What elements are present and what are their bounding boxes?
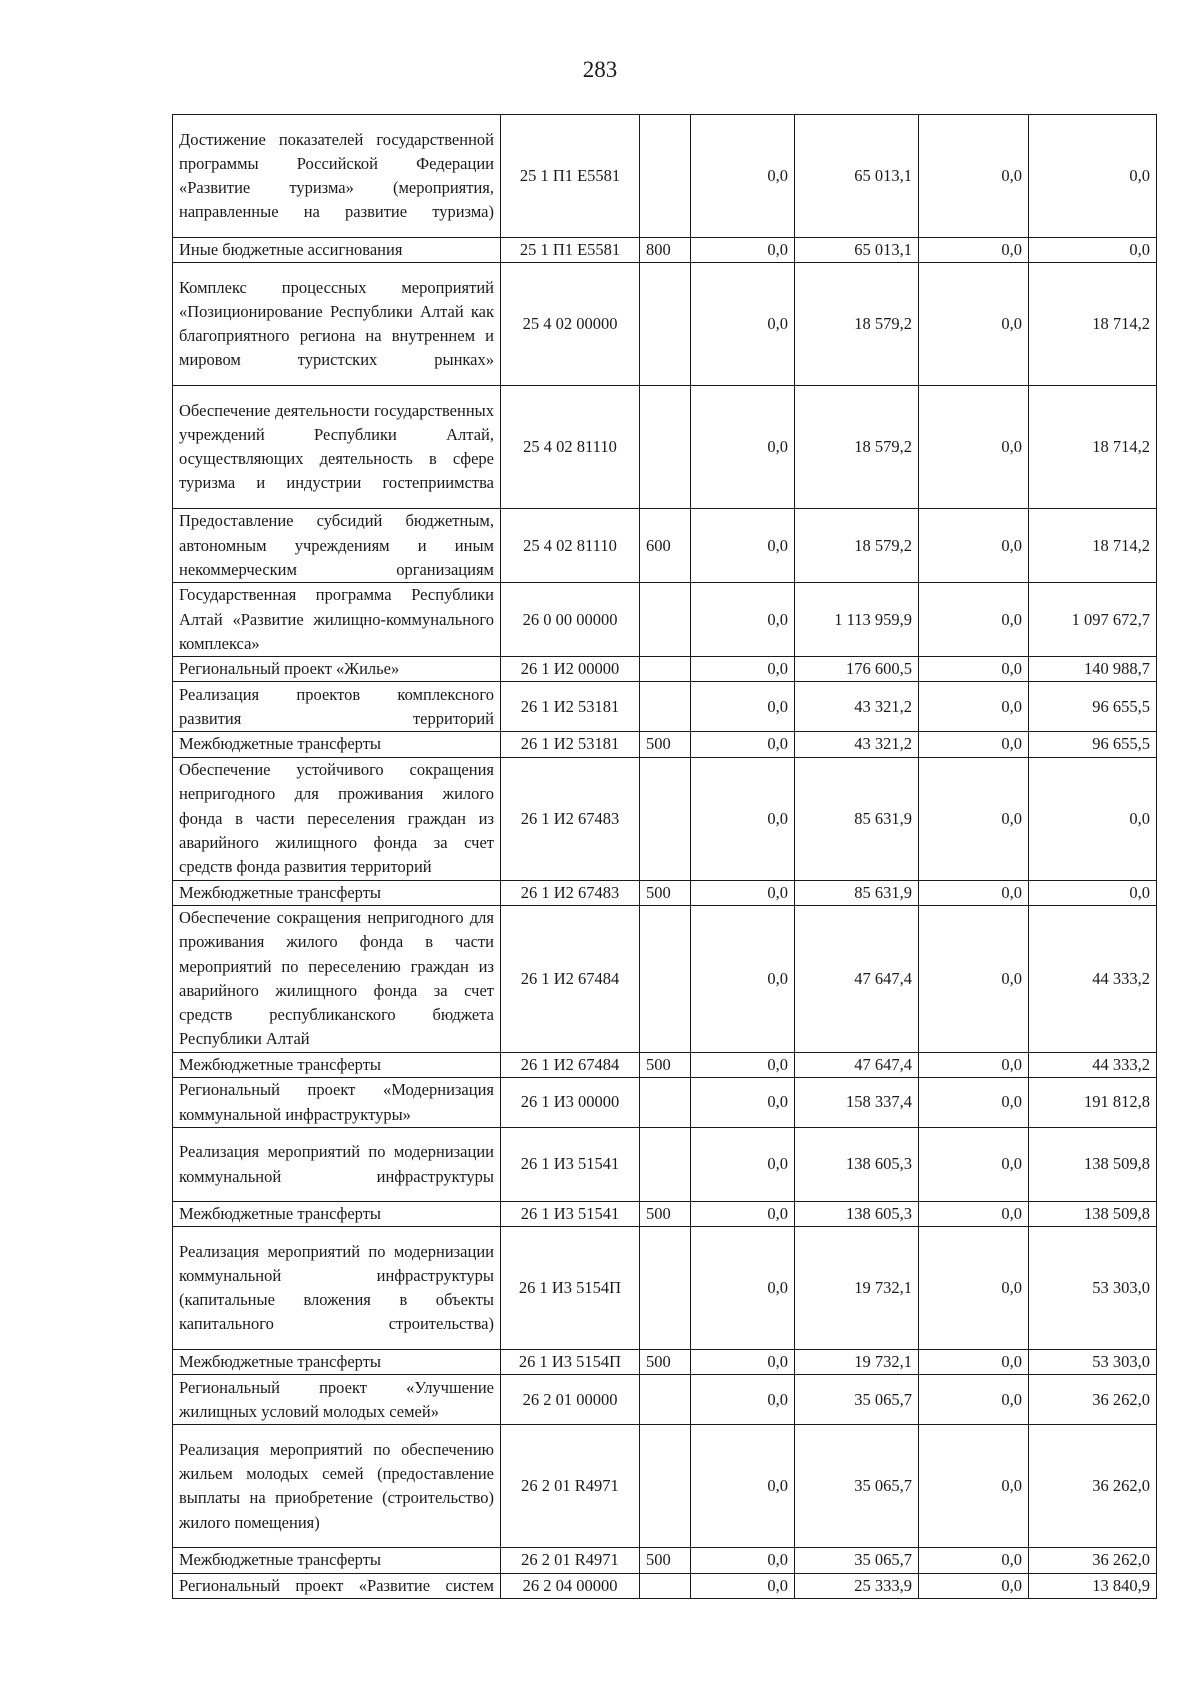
value-col-4: 53 303,0 <box>1029 1350 1157 1375</box>
page-number: 283 <box>582 57 618 82</box>
value-col-4: 138 509,8 <box>1029 1128 1157 1202</box>
expense-type <box>640 1128 691 1202</box>
table-row <box>173 509 1157 583</box>
value-col-2: 158 337,4 <box>795 1078 919 1128</box>
value-col-2: 65 013,1 <box>795 115 919 238</box>
target-code: 26 1 И2 67483 <box>501 880 640 905</box>
table-row <box>173 386 1157 509</box>
value-col-3: 0,0 <box>919 1078 1029 1128</box>
expense-type <box>640 386 691 509</box>
value-col-4: 36 262,0 <box>1029 1548 1157 1573</box>
row-name: Реализация мероприятий по обеспечению жильем молодых семей (предоставление выплаты на приобретение (строительство) жилого помещения) <box>173 1425 501 1548</box>
row-name: Межбюджетные трансферты <box>173 1202 501 1227</box>
value-col-1: 0,0 <box>691 1350 795 1375</box>
value-col-3: 0,0 <box>919 1202 1029 1227</box>
target-code: 26 0 00 00000 <box>501 583 640 657</box>
value-col-2: 47 647,4 <box>795 905 919 1052</box>
expense-type: 500 <box>640 1202 691 1227</box>
table-row <box>173 1350 1157 1375</box>
table-row <box>173 583 1157 657</box>
value-col-4: 36 262,0 <box>1029 1425 1157 1548</box>
target-code: 25 4 02 81110 <box>501 509 640 583</box>
target-code: 26 2 01 00000 <box>501 1375 640 1425</box>
row-name: Иные бюджетные ассигнования <box>173 238 501 263</box>
table-row <box>173 115 1157 238</box>
value-col-4: 18 714,2 <box>1029 509 1157 583</box>
value-col-1: 0,0 <box>691 880 795 905</box>
value-col-2: 18 579,2 <box>795 386 919 509</box>
value-col-4: 138 509,8 <box>1029 1202 1157 1227</box>
table-row <box>173 682 1157 732</box>
value-col-2: 19 732,1 <box>795 1227 919 1350</box>
value-col-4: 53 303,0 <box>1029 1227 1157 1350</box>
value-col-4: 18 714,2 <box>1029 386 1157 509</box>
value-col-4: 0,0 <box>1029 238 1157 263</box>
row-name: Реализация мероприятий по модернизации коммунальной инфраструктуры <box>173 1128 501 1202</box>
value-col-3: 0,0 <box>919 1227 1029 1350</box>
value-col-3: 0,0 <box>919 1375 1029 1425</box>
expense-type <box>640 583 691 657</box>
row-name: Региональный проект «Улучшение жилищных условий молодых семей» <box>173 1375 501 1425</box>
value-col-3: 0,0 <box>919 1052 1029 1077</box>
value-col-1: 0,0 <box>691 1375 795 1425</box>
row-name: Межбюджетные трансферты <box>173 1052 501 1077</box>
value-col-1: 0,0 <box>691 1078 795 1128</box>
row-name: Межбюджетные трансферты <box>173 1548 501 1573</box>
value-col-1: 0,0 <box>691 1573 795 1598</box>
value-col-2: 138 605,3 <box>795 1128 919 1202</box>
value-col-2: 35 065,7 <box>795 1548 919 1573</box>
value-col-2: 43 321,2 <box>795 682 919 732</box>
value-col-4: 0,0 <box>1029 880 1157 905</box>
value-col-3: 0,0 <box>919 509 1029 583</box>
row-name: Реализация мероприятий по модернизации коммунальной инфраструктуры (капитальные вложения в объекты капитального строительства) <box>173 1227 501 1350</box>
table-row <box>173 1548 1157 1573</box>
expense-type <box>640 1227 691 1350</box>
row-name: Межбюджетные трансферты <box>173 880 501 905</box>
value-col-3: 0,0 <box>919 238 1029 263</box>
table-row <box>173 880 1157 905</box>
table-row <box>173 1202 1157 1227</box>
value-col-1: 0,0 <box>691 386 795 509</box>
value-col-2: 18 579,2 <box>795 263 919 386</box>
value-col-1: 0,0 <box>691 1227 795 1350</box>
value-col-4: 0,0 <box>1029 115 1157 238</box>
value-col-4: 140 988,7 <box>1029 657 1157 682</box>
value-col-1: 0,0 <box>691 263 795 386</box>
value-col-1: 0,0 <box>691 682 795 732</box>
table-row <box>173 1052 1157 1077</box>
value-col-1: 0,0 <box>691 1425 795 1548</box>
table-row <box>173 1128 1157 1202</box>
target-code: 25 4 02 00000 <box>501 263 640 386</box>
value-col-4: 0,0 <box>1029 757 1157 880</box>
table-row <box>173 1425 1157 1548</box>
table-row <box>173 238 1157 263</box>
target-code: 26 1 И2 67483 <box>501 757 640 880</box>
value-col-4: 96 655,5 <box>1029 732 1157 757</box>
target-code: 25 1 П1 Е5581 <box>501 115 640 238</box>
expense-type <box>640 1425 691 1548</box>
expense-type <box>640 757 691 880</box>
value-col-2: 1 113 959,9 <box>795 583 919 657</box>
value-col-2: 18 579,2 <box>795 509 919 583</box>
value-col-4: 44 333,2 <box>1029 905 1157 1052</box>
row-name: Обеспечение устойчивого сокращения непригодного для проживания жилого фонда в части переселения граждан из аварийного жилищного фонда за счет средств фонда развития территорий <box>173 757 501 880</box>
expense-type <box>640 682 691 732</box>
target-code: 26 1 И3 5154П <box>501 1350 640 1375</box>
value-col-4: 1 097 672,7 <box>1029 583 1157 657</box>
table-row <box>173 657 1157 682</box>
expense-type <box>640 657 691 682</box>
row-name: Обеспечение сокращения непригодного для проживания жилого фонда в части мероприятий по переселению граждан из аварийного жилищного фонда за счет средств республиканского бюджета Республики Алтай <box>173 905 501 1052</box>
value-col-3: 0,0 <box>919 115 1029 238</box>
value-col-1: 0,0 <box>691 732 795 757</box>
value-col-3: 0,0 <box>919 583 1029 657</box>
expense-type: 600 <box>640 509 691 583</box>
value-col-3: 0,0 <box>919 657 1029 682</box>
target-code: 26 1 И2 00000 <box>501 657 640 682</box>
row-name: Достижение показателей государственной программы Российской Федерации «Развитие туризма» (мероприятия, направленные на развитие туризма) <box>173 115 501 238</box>
value-col-3: 0,0 <box>919 1425 1029 1548</box>
table-row <box>173 1078 1157 1128</box>
value-col-3: 0,0 <box>919 757 1029 880</box>
value-col-3: 0,0 <box>919 905 1029 1052</box>
target-code: 26 1 И2 67484 <box>501 905 640 1052</box>
table-row <box>173 757 1157 880</box>
expense-type <box>640 115 691 238</box>
value-col-1: 0,0 <box>691 1202 795 1227</box>
row-name: Региональный проект «Модернизация коммунальной инфраструктуры» <box>173 1078 501 1128</box>
value-col-2: 35 065,7 <box>795 1425 919 1548</box>
expense-type: 800 <box>640 238 691 263</box>
value-col-3: 0,0 <box>919 386 1029 509</box>
value-col-4: 44 333,2 <box>1029 1052 1157 1077</box>
value-col-1: 0,0 <box>691 905 795 1052</box>
row-name: Комплекс процессных мероприятий «Позиционирование Республики Алтай как благоприятного региона на внутреннем и мировом туристских рынках» <box>173 263 501 386</box>
value-col-2: 138 605,3 <box>795 1202 919 1227</box>
expense-type <box>640 1078 691 1128</box>
value-col-2: 25 333,9 <box>795 1573 919 1598</box>
value-col-2: 85 631,9 <box>795 880 919 905</box>
value-col-2: 47 647,4 <box>795 1052 919 1077</box>
target-code: 26 2 04 00000 <box>501 1573 640 1598</box>
table-row <box>173 732 1157 757</box>
value-col-2: 19 732,1 <box>795 1350 919 1375</box>
value-col-2: 85 631,9 <box>795 757 919 880</box>
row-name: Реализация проектов комплексного развития территорий <box>173 682 501 732</box>
expense-type: 500 <box>640 1548 691 1573</box>
target-code: 26 1 И3 5154П <box>501 1227 640 1350</box>
value-col-1: 0,0 <box>691 1548 795 1573</box>
target-code: 26 1 И3 51541 <box>501 1202 640 1227</box>
table-row <box>173 1573 1157 1598</box>
target-code: 26 2 01 R4971 <box>501 1425 640 1548</box>
target-code: 26 1 И2 67484 <box>501 1052 640 1077</box>
value-col-1: 0,0 <box>691 657 795 682</box>
value-col-1: 0,0 <box>691 1052 795 1077</box>
row-name: Межбюджетные трансферты <box>173 732 501 757</box>
expense-type: 500 <box>640 880 691 905</box>
value-col-1: 0,0 <box>691 509 795 583</box>
value-col-3: 0,0 <box>919 263 1029 386</box>
value-col-2: 176 600,5 <box>795 657 919 682</box>
table-row <box>173 1227 1157 1350</box>
table-row <box>173 905 1157 1052</box>
value-col-2: 65 013,1 <box>795 238 919 263</box>
value-col-4: 36 262,0 <box>1029 1375 1157 1425</box>
expense-type: 500 <box>640 1350 691 1375</box>
value-col-3: 0,0 <box>919 1128 1029 1202</box>
value-col-3: 0,0 <box>919 880 1029 905</box>
expense-type <box>640 905 691 1052</box>
target-code: 26 1 И3 51541 <box>501 1128 640 1202</box>
value-col-2: 35 065,7 <box>795 1375 919 1425</box>
value-col-4: 18 714,2 <box>1029 263 1157 386</box>
row-name: Предоставление субсидий бюджетным, автономным учреждениям и иным некоммерческим организациям <box>173 509 501 583</box>
target-code: 25 4 02 81110 <box>501 386 640 509</box>
value-col-1: 0,0 <box>691 583 795 657</box>
value-col-3: 0,0 <box>919 1548 1029 1573</box>
target-code: 26 1 И2 53181 <box>501 732 640 757</box>
table-row <box>173 1375 1157 1425</box>
expense-type <box>640 263 691 386</box>
expense-type: 500 <box>640 1052 691 1077</box>
expense-type <box>640 1375 691 1425</box>
row-name: Региональный проект «Жилье» <box>173 657 501 682</box>
value-col-1: 0,0 <box>691 238 795 263</box>
budget-table <box>172 114 1157 1599</box>
value-col-1: 0,0 <box>691 757 795 880</box>
row-name: Региональный проект «Развитие систем <box>173 1573 501 1598</box>
value-col-4: 96 655,5 <box>1029 682 1157 732</box>
expense-type: 500 <box>640 732 691 757</box>
value-col-4: 13 840,9 <box>1029 1573 1157 1598</box>
value-col-3: 0,0 <box>919 682 1029 732</box>
row-name: Государственная программа Республики Алтай «Развитие жилищно-коммунального комплекса» <box>173 583 501 657</box>
value-col-1: 0,0 <box>691 115 795 238</box>
target-code: 26 2 01 R4971 <box>501 1548 640 1573</box>
value-col-3: 0,0 <box>919 1350 1029 1375</box>
value-col-3: 0,0 <box>919 1573 1029 1598</box>
value-col-1: 0,0 <box>691 1128 795 1202</box>
target-code: 26 1 И3 00000 <box>501 1078 640 1128</box>
target-code: 25 1 П1 Е5581 <box>501 238 640 263</box>
value-col-3: 0,0 <box>919 732 1029 757</box>
value-col-4: 191 812,8 <box>1029 1078 1157 1128</box>
expense-type <box>640 1573 691 1598</box>
target-code: 26 1 И2 53181 <box>501 682 640 732</box>
row-name: Межбюджетные трансферты <box>173 1350 501 1375</box>
row-name: Обеспечение деятельности государственных учреждений Республики Алтай, осуществляющих деятельность в сфере туризма и индустрии гостеприимства <box>173 386 501 509</box>
value-col-2: 43 321,2 <box>795 732 919 757</box>
table-row <box>173 263 1157 386</box>
